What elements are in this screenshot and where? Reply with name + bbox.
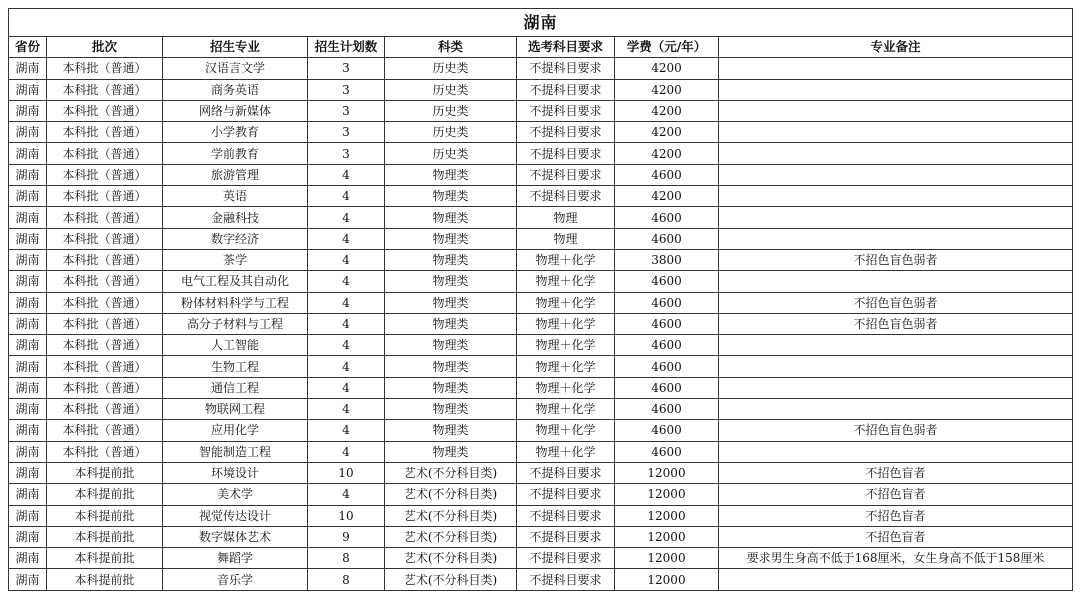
table-row bbox=[9, 399, 1073, 420]
cell-remarks bbox=[719, 356, 1073, 377]
cell-major: 英语 bbox=[163, 186, 308, 207]
table-row bbox=[9, 484, 1073, 505]
cell-category: 物理类 bbox=[385, 377, 517, 398]
cell-plan-count: 4 bbox=[308, 335, 385, 356]
cell-remarks bbox=[719, 186, 1073, 207]
cell-province: 湖南 bbox=[9, 505, 47, 526]
cell-subject-requirement: 不提科目要求 bbox=[517, 484, 615, 505]
table-row bbox=[9, 441, 1073, 462]
cell-plan-count: 4 bbox=[308, 420, 385, 441]
cell-tuition: 4600 bbox=[615, 164, 719, 185]
table-title: 湖南 bbox=[9, 9, 1073, 37]
cell-tuition: 12000 bbox=[615, 505, 719, 526]
cell-tuition: 4600 bbox=[615, 271, 719, 292]
cell-batch: 本科批（普通） bbox=[47, 292, 163, 313]
cell-batch: 本科批（普通） bbox=[47, 377, 163, 398]
cell-batch: 本科批（普通） bbox=[47, 420, 163, 441]
cell-category: 艺术(不分科目类) bbox=[385, 569, 517, 590]
cell-major: 人工智能 bbox=[163, 335, 308, 356]
cell-major: 金融科技 bbox=[163, 207, 308, 228]
header-province: 省份 bbox=[9, 37, 47, 58]
cell-plan-count: 3 bbox=[308, 122, 385, 143]
cell-plan-count: 10 bbox=[308, 505, 385, 526]
header-category: 科类 bbox=[385, 37, 517, 58]
cell-plan-count: 4 bbox=[308, 186, 385, 207]
table-row bbox=[9, 164, 1073, 185]
cell-remarks bbox=[719, 164, 1073, 185]
cell-remarks: 不招色盲色弱者 bbox=[719, 313, 1073, 334]
cell-category: 物理类 bbox=[385, 186, 517, 207]
cell-plan-count: 4 bbox=[308, 399, 385, 420]
cell-batch: 本科提前批 bbox=[47, 505, 163, 526]
cell-batch: 本科批（普通） bbox=[47, 313, 163, 334]
cell-major: 学前教育 bbox=[163, 143, 308, 164]
cell-plan-count: 8 bbox=[308, 548, 385, 569]
cell-batch: 本科批（普通） bbox=[47, 186, 163, 207]
cell-category: 历史类 bbox=[385, 122, 517, 143]
cell-province: 湖南 bbox=[9, 79, 47, 100]
table-row bbox=[9, 505, 1073, 526]
cell-remarks: 要求男生身高不低于168厘米，女生身高不低于158厘米 bbox=[719, 548, 1073, 569]
cell-category: 物理类 bbox=[385, 271, 517, 292]
cell-remarks bbox=[719, 122, 1073, 143]
cell-category: 历史类 bbox=[385, 79, 517, 100]
cell-tuition: 4600 bbox=[615, 228, 719, 249]
cell-subject-requirement: 不提科目要求 bbox=[517, 548, 615, 569]
cell-tuition: 4200 bbox=[615, 186, 719, 207]
cell-plan-count: 3 bbox=[308, 100, 385, 121]
header-subject-requirement: 选考科目要求 bbox=[517, 37, 615, 58]
cell-province: 湖南 bbox=[9, 335, 47, 356]
cell-remarks: 不招色盲色弱者 bbox=[719, 249, 1073, 270]
cell-major: 小学教育 bbox=[163, 122, 308, 143]
cell-remarks bbox=[719, 271, 1073, 292]
cell-batch: 本科提前批 bbox=[47, 569, 163, 590]
cell-province: 湖南 bbox=[9, 313, 47, 334]
cell-category: 物理类 bbox=[385, 441, 517, 462]
cell-major: 智能制造工程 bbox=[163, 441, 308, 462]
title-row bbox=[9, 9, 1073, 37]
cell-plan-count: 10 bbox=[308, 462, 385, 483]
cell-tuition: 4200 bbox=[615, 143, 719, 164]
admissions-table bbox=[8, 8, 1073, 591]
cell-major: 美术学 bbox=[163, 484, 308, 505]
cell-category: 物理类 bbox=[385, 420, 517, 441]
cell-batch: 本科批（普通） bbox=[47, 335, 163, 356]
cell-remarks bbox=[719, 100, 1073, 121]
cell-province: 湖南 bbox=[9, 207, 47, 228]
cell-category: 物理类 bbox=[385, 249, 517, 270]
cell-remarks bbox=[719, 399, 1073, 420]
cell-major: 茶学 bbox=[163, 249, 308, 270]
cell-category: 艺术(不分科目类) bbox=[385, 505, 517, 526]
cell-subject-requirement: 物理＋化学 bbox=[517, 441, 615, 462]
cell-subject-requirement: 不提科目要求 bbox=[517, 186, 615, 207]
cell-major: 汉语言文学 bbox=[163, 58, 308, 79]
cell-major: 应用化学 bbox=[163, 420, 308, 441]
cell-major: 数字媒体艺术 bbox=[163, 526, 308, 547]
cell-category: 艺术(不分科目类) bbox=[385, 462, 517, 483]
cell-tuition: 4600 bbox=[615, 292, 719, 313]
cell-category: 物理类 bbox=[385, 399, 517, 420]
cell-subject-requirement: 物理＋化学 bbox=[517, 377, 615, 398]
cell-tuition: 12000 bbox=[615, 462, 719, 483]
cell-subject-requirement: 物理＋化学 bbox=[517, 249, 615, 270]
cell-subject-requirement: 不提科目要求 bbox=[517, 58, 615, 79]
cell-major: 环境设计 bbox=[163, 462, 308, 483]
cell-subject-requirement: 物理＋化学 bbox=[517, 399, 615, 420]
cell-tuition: 4200 bbox=[615, 79, 719, 100]
cell-category: 艺术(不分科目类) bbox=[385, 484, 517, 505]
cell-tuition: 4200 bbox=[615, 58, 719, 79]
cell-category: 艺术(不分科目类) bbox=[385, 548, 517, 569]
cell-remarks: 不招色盲者 bbox=[719, 526, 1073, 547]
cell-remarks bbox=[719, 335, 1073, 356]
cell-major: 旅游管理 bbox=[163, 164, 308, 185]
cell-province: 湖南 bbox=[9, 58, 47, 79]
cell-province: 湖南 bbox=[9, 186, 47, 207]
cell-plan-count: 9 bbox=[308, 526, 385, 547]
cell-plan-count: 3 bbox=[308, 79, 385, 100]
cell-major: 数字经济 bbox=[163, 228, 308, 249]
table-row bbox=[9, 548, 1073, 569]
cell-category: 历史类 bbox=[385, 100, 517, 121]
cell-tuition: 12000 bbox=[615, 548, 719, 569]
cell-province: 湖南 bbox=[9, 441, 47, 462]
cell-province: 湖南 bbox=[9, 462, 47, 483]
cell-category: 物理类 bbox=[385, 164, 517, 185]
cell-province: 湖南 bbox=[9, 569, 47, 590]
cell-category: 物理类 bbox=[385, 356, 517, 377]
cell-province: 湖南 bbox=[9, 548, 47, 569]
table-row bbox=[9, 122, 1073, 143]
cell-province: 湖南 bbox=[9, 271, 47, 292]
cell-subject-requirement: 物理 bbox=[517, 228, 615, 249]
table-row bbox=[9, 249, 1073, 270]
cell-tuition: 4600 bbox=[615, 441, 719, 462]
cell-tuition: 12000 bbox=[615, 569, 719, 590]
cell-subject-requirement: 不提科目要求 bbox=[517, 569, 615, 590]
cell-batch: 本科提前批 bbox=[47, 462, 163, 483]
header-tuition: 学费（元/年） bbox=[615, 37, 719, 58]
cell-tuition: 4600 bbox=[615, 399, 719, 420]
cell-province: 湖南 bbox=[9, 292, 47, 313]
cell-plan-count: 3 bbox=[308, 143, 385, 164]
cell-province: 湖南 bbox=[9, 377, 47, 398]
admissions-table-container bbox=[8, 8, 1072, 591]
cell-plan-count: 4 bbox=[308, 271, 385, 292]
cell-subject-requirement: 不提科目要求 bbox=[517, 505, 615, 526]
cell-plan-count: 4 bbox=[308, 249, 385, 270]
table-row bbox=[9, 186, 1073, 207]
cell-remarks: 不招色盲色弱者 bbox=[719, 420, 1073, 441]
cell-subject-requirement: 物理＋化学 bbox=[517, 313, 615, 334]
cell-subject-requirement: 物理 bbox=[517, 207, 615, 228]
header-remarks: 专业备注 bbox=[719, 37, 1073, 58]
table-row bbox=[9, 143, 1073, 164]
cell-tuition: 3800 bbox=[615, 249, 719, 270]
cell-plan-count: 4 bbox=[308, 484, 385, 505]
cell-batch: 本科提前批 bbox=[47, 548, 163, 569]
table-row bbox=[9, 526, 1073, 547]
cell-plan-count: 3 bbox=[308, 58, 385, 79]
cell-tuition: 12000 bbox=[615, 484, 719, 505]
cell-major: 网络与新媒体 bbox=[163, 100, 308, 121]
cell-province: 湖南 bbox=[9, 228, 47, 249]
cell-subject-requirement: 不提科目要求 bbox=[517, 462, 615, 483]
cell-plan-count: 4 bbox=[308, 228, 385, 249]
cell-tuition: 4600 bbox=[615, 356, 719, 377]
cell-plan-count: 4 bbox=[308, 377, 385, 398]
table-row bbox=[9, 335, 1073, 356]
table-row bbox=[9, 58, 1073, 79]
cell-subject-requirement: 不提科目要求 bbox=[517, 164, 615, 185]
header-row bbox=[9, 37, 1073, 58]
cell-batch: 本科提前批 bbox=[47, 526, 163, 547]
cell-batch: 本科提前批 bbox=[47, 484, 163, 505]
table-row bbox=[9, 207, 1073, 228]
cell-category: 物理类 bbox=[385, 292, 517, 313]
table-row bbox=[9, 377, 1073, 398]
cell-remarks bbox=[719, 58, 1073, 79]
cell-category: 物理类 bbox=[385, 207, 517, 228]
cell-category: 历史类 bbox=[385, 58, 517, 79]
cell-tuition: 4200 bbox=[615, 100, 719, 121]
cell-batch: 本科批（普通） bbox=[47, 399, 163, 420]
cell-batch: 本科批（普通） bbox=[47, 79, 163, 100]
table-row bbox=[9, 79, 1073, 100]
cell-province: 湖南 bbox=[9, 100, 47, 121]
table-row bbox=[9, 569, 1073, 590]
table-row bbox=[9, 228, 1073, 249]
cell-plan-count: 4 bbox=[308, 313, 385, 334]
cell-subject-requirement: 不提科目要求 bbox=[517, 526, 615, 547]
cell-remarks bbox=[719, 377, 1073, 398]
table-row bbox=[9, 462, 1073, 483]
cell-plan-count: 4 bbox=[308, 441, 385, 462]
table-row bbox=[9, 100, 1073, 121]
cell-plan-count: 8 bbox=[308, 569, 385, 590]
cell-batch: 本科批（普通） bbox=[47, 441, 163, 462]
cell-tuition: 4600 bbox=[615, 207, 719, 228]
cell-major: 高分子材料与工程 bbox=[163, 313, 308, 334]
cell-major: 生物工程 bbox=[163, 356, 308, 377]
table-row bbox=[9, 271, 1073, 292]
cell-plan-count: 4 bbox=[308, 356, 385, 377]
cell-plan-count: 4 bbox=[308, 207, 385, 228]
cell-tuition: 4600 bbox=[615, 377, 719, 398]
cell-province: 湖南 bbox=[9, 164, 47, 185]
cell-tuition: 4600 bbox=[615, 313, 719, 334]
cell-remarks: 不招色盲者 bbox=[719, 462, 1073, 483]
cell-remarks bbox=[719, 228, 1073, 249]
cell-subject-requirement: 物理＋化学 bbox=[517, 335, 615, 356]
header-plan-count: 招生计划数 bbox=[308, 37, 385, 58]
cell-province: 湖南 bbox=[9, 526, 47, 547]
cell-remarks bbox=[719, 569, 1073, 590]
header-major: 招生专业 bbox=[163, 37, 308, 58]
table-body bbox=[9, 58, 1073, 590]
cell-major: 音乐学 bbox=[163, 569, 308, 590]
cell-category: 历史类 bbox=[385, 143, 517, 164]
cell-province: 湖南 bbox=[9, 399, 47, 420]
cell-plan-count: 4 bbox=[308, 292, 385, 313]
cell-subject-requirement: 物理＋化学 bbox=[517, 271, 615, 292]
cell-major: 商务英语 bbox=[163, 79, 308, 100]
cell-batch: 本科批（普通） bbox=[47, 100, 163, 121]
cell-batch: 本科批（普通） bbox=[47, 58, 163, 79]
cell-category: 物理类 bbox=[385, 335, 517, 356]
cell-subject-requirement: 物理＋化学 bbox=[517, 356, 615, 377]
cell-tuition: 4600 bbox=[615, 420, 719, 441]
cell-subject-requirement: 不提科目要求 bbox=[517, 79, 615, 100]
cell-province: 湖南 bbox=[9, 249, 47, 270]
cell-plan-count: 4 bbox=[308, 164, 385, 185]
cell-category: 物理类 bbox=[385, 313, 517, 334]
table-row bbox=[9, 356, 1073, 377]
cell-major: 视觉传达设计 bbox=[163, 505, 308, 526]
header-batch: 批次 bbox=[47, 37, 163, 58]
cell-tuition: 4600 bbox=[615, 335, 719, 356]
cell-remarks bbox=[719, 143, 1073, 164]
cell-tuition: 4200 bbox=[615, 122, 719, 143]
cell-subject-requirement: 不提科目要求 bbox=[517, 100, 615, 121]
cell-province: 湖南 bbox=[9, 420, 47, 441]
cell-major: 电气工程及其自动化 bbox=[163, 271, 308, 292]
cell-province: 湖南 bbox=[9, 484, 47, 505]
cell-batch: 本科批（普通） bbox=[47, 164, 163, 185]
cell-batch: 本科批（普通） bbox=[47, 207, 163, 228]
cell-remarks bbox=[719, 79, 1073, 100]
cell-major: 物联网工程 bbox=[163, 399, 308, 420]
cell-batch: 本科批（普通） bbox=[47, 143, 163, 164]
table-row bbox=[9, 313, 1073, 334]
cell-subject-requirement: 不提科目要求 bbox=[517, 143, 615, 164]
cell-province: 湖南 bbox=[9, 143, 47, 164]
table-row bbox=[9, 420, 1073, 441]
table-row bbox=[9, 292, 1073, 313]
cell-batch: 本科批（普通） bbox=[47, 271, 163, 292]
cell-remarks: 不招色盲色弱者 bbox=[719, 292, 1073, 313]
cell-batch: 本科批（普通） bbox=[47, 228, 163, 249]
cell-category: 物理类 bbox=[385, 228, 517, 249]
cell-remarks bbox=[719, 207, 1073, 228]
cell-batch: 本科批（普通） bbox=[47, 122, 163, 143]
cell-batch: 本科批（普通） bbox=[47, 249, 163, 270]
cell-batch: 本科批（普通） bbox=[47, 356, 163, 377]
cell-subject-requirement: 物理＋化学 bbox=[517, 292, 615, 313]
cell-remarks: 不招色盲者 bbox=[719, 505, 1073, 526]
cell-remarks: 不招色盲者 bbox=[719, 484, 1073, 505]
cell-remarks bbox=[719, 441, 1073, 462]
cell-major: 舞蹈学 bbox=[163, 548, 308, 569]
cell-category: 艺术(不分科目类) bbox=[385, 526, 517, 547]
cell-subject-requirement: 不提科目要求 bbox=[517, 122, 615, 143]
cell-subject-requirement: 物理＋化学 bbox=[517, 420, 615, 441]
cell-province: 湖南 bbox=[9, 356, 47, 377]
cell-major: 通信工程 bbox=[163, 377, 308, 398]
cell-province: 湖南 bbox=[9, 122, 47, 143]
cell-major: 粉体材料科学与工程 bbox=[163, 292, 308, 313]
cell-tuition: 12000 bbox=[615, 526, 719, 547]
